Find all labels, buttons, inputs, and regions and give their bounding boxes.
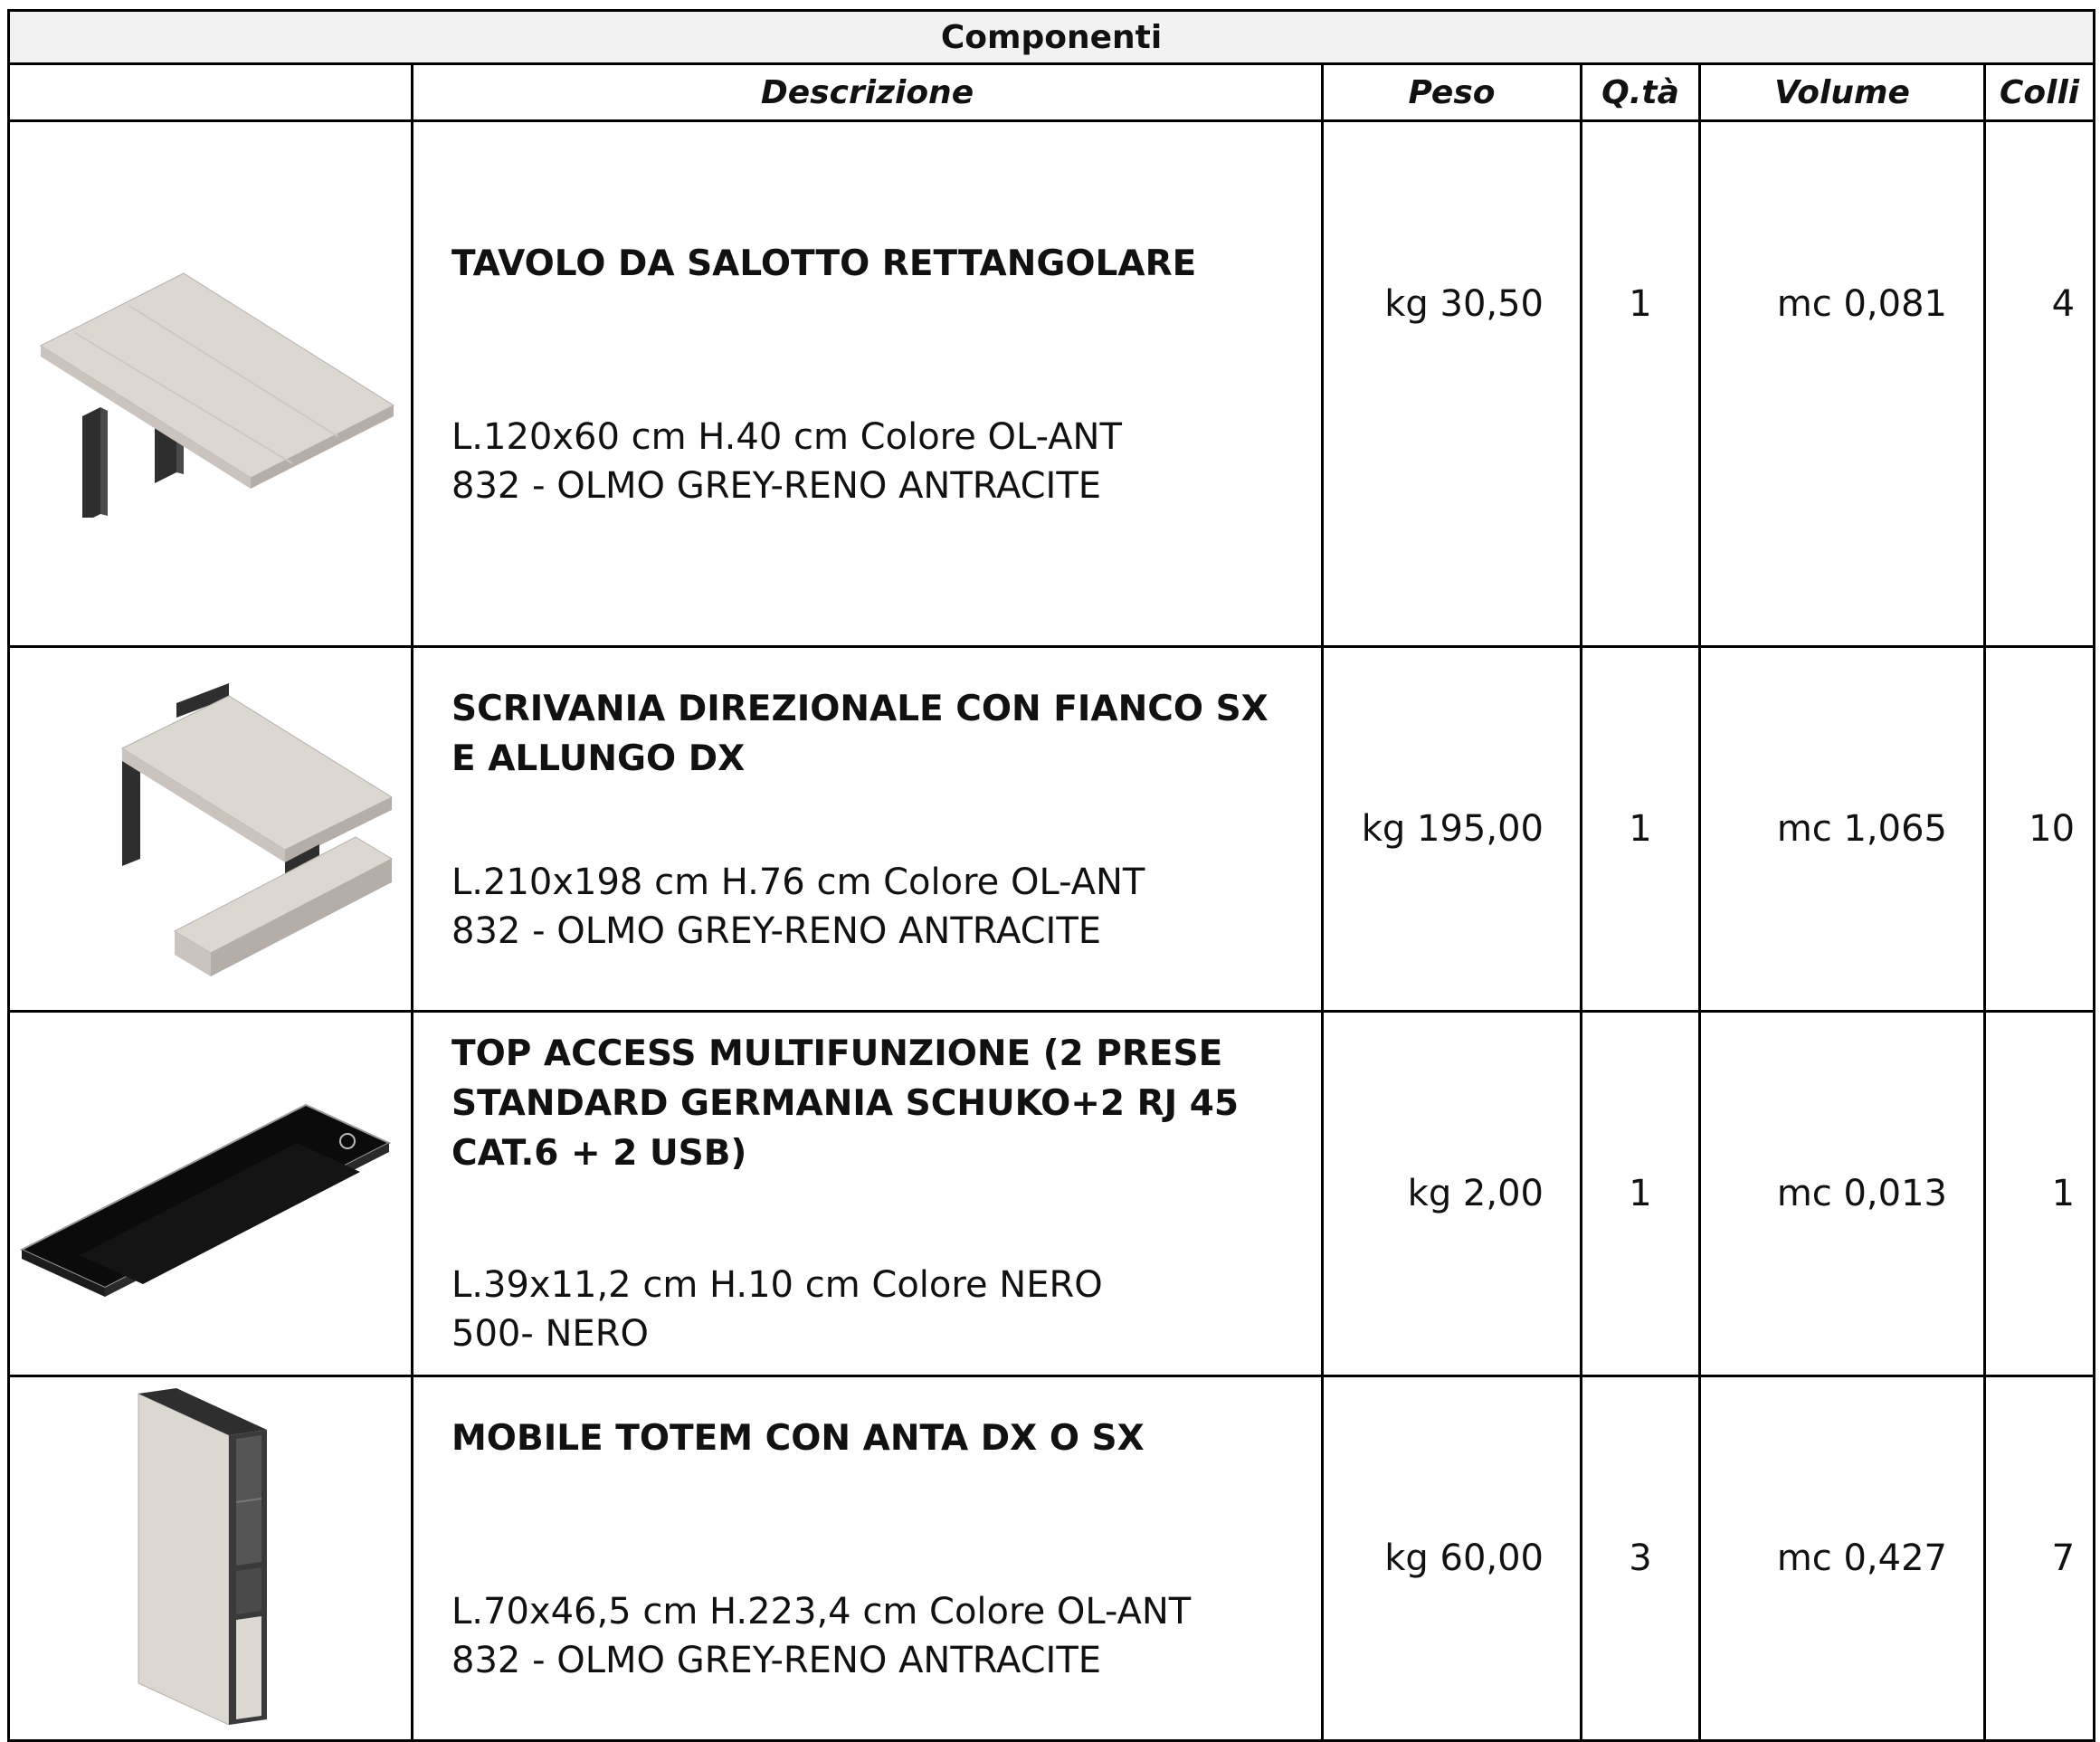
packages-cell: 7 <box>1985 1376 2095 1741</box>
table-row <box>9 1376 2095 1741</box>
description-cell <box>413 1376 1323 1741</box>
product-name: SCRIVANIA DIREZIONALE CON FIANCO SX E ALLUNGO DX <box>451 689 1269 779</box>
packages-cell: 4 <box>1985 121 2095 647</box>
description-cell <box>413 647 1323 1012</box>
description-cell <box>413 121 1323 647</box>
coffee-table-icon <box>21 246 401 518</box>
volume-cell: mc 0,427 <box>1700 1376 1985 1741</box>
description-cell <box>413 1012 1323 1376</box>
quantity-cell: 3 <box>1582 1376 1700 1741</box>
volume-cell: mc 1,065 <box>1700 647 1985 1012</box>
weight-cell: kg 2,00 <box>1323 1012 1582 1376</box>
header-volume: Volume <box>1700 64 1985 121</box>
product-image-cell <box>9 1376 413 1741</box>
title-row <box>9 11 2095 64</box>
product-name: TOP ACCESS MULTIFUNZIONE (2 PRESE STANDARD GERMANIA SCHUKO+2 RJ 45 CAT.6 + 2 USB) <box>451 1033 1240 1174</box>
quantity-cell: 1 <box>1582 1012 1700 1376</box>
product-name: TAVOLO DA SALOTTO RETTANGOLARE <box>451 243 1197 284</box>
header-description: Descrizione <box>413 64 1323 121</box>
header-image <box>9 64 413 121</box>
quantity-cell: 1 <box>1582 121 1700 647</box>
weight-cell: kg 60,00 <box>1323 1376 1582 1741</box>
product-image-cell <box>9 1012 413 1376</box>
header-packages: Colli <box>1985 64 2095 121</box>
components-table <box>7 9 2095 1742</box>
product-dimensions: L.70x46,5 cm H.223,4 cm Colore OL-ANT <box>451 1591 1192 1633</box>
totem-cabinet-icon <box>129 1385 292 1728</box>
product-dimensions: L.120x60 cm H.40 cm Colore OL-ANT <box>451 416 1122 458</box>
table-row <box>9 1012 2095 1376</box>
product-color: 832 - OLMO GREY-RENO ANTRACITE <box>451 910 1102 952</box>
product-color: 832 - OLMO GREY-RENO ANTRACITE <box>451 465 1102 507</box>
header-row <box>9 64 2095 121</box>
product-image-cell <box>9 121 413 647</box>
product-dimensions: L.39x11,2 cm H.10 cm Colore NERO <box>451 1264 1103 1306</box>
product-image-cell <box>9 647 413 1012</box>
components-sheet <box>7 9 2093 1742</box>
executive-desk-icon <box>21 678 401 976</box>
volume-cell: mc 0,081 <box>1700 121 1985 647</box>
header-weight: Peso <box>1323 64 1582 121</box>
product-color: 500- NERO <box>451 1313 649 1355</box>
weight-cell: kg 30,50 <box>1323 121 1582 647</box>
packages-cell: 10 <box>1985 647 2095 1012</box>
header-quantity: Q.tà <box>1582 64 1700 121</box>
weight-cell: kg 195,00 <box>1323 647 1582 1012</box>
quantity-cell: 1 <box>1582 647 1700 1012</box>
table-row <box>9 121 2095 647</box>
packages-cell: 1 <box>1985 1012 2095 1376</box>
product-dimensions: L.210x198 cm H.76 cm Colore OL-ANT <box>451 861 1145 903</box>
volume-cell: mc 0,013 <box>1700 1012 1985 1376</box>
product-color: 832 - OLMO GREY-RENO ANTRACITE <box>451 1640 1102 1681</box>
product-name: MOBILE TOTEM CON ANTA DX O SX <box>451 1418 1145 1459</box>
table-row <box>9 647 2095 1012</box>
top-access-icon <box>16 1065 405 1318</box>
table-title: Componenti <box>9 11 2095 64</box>
